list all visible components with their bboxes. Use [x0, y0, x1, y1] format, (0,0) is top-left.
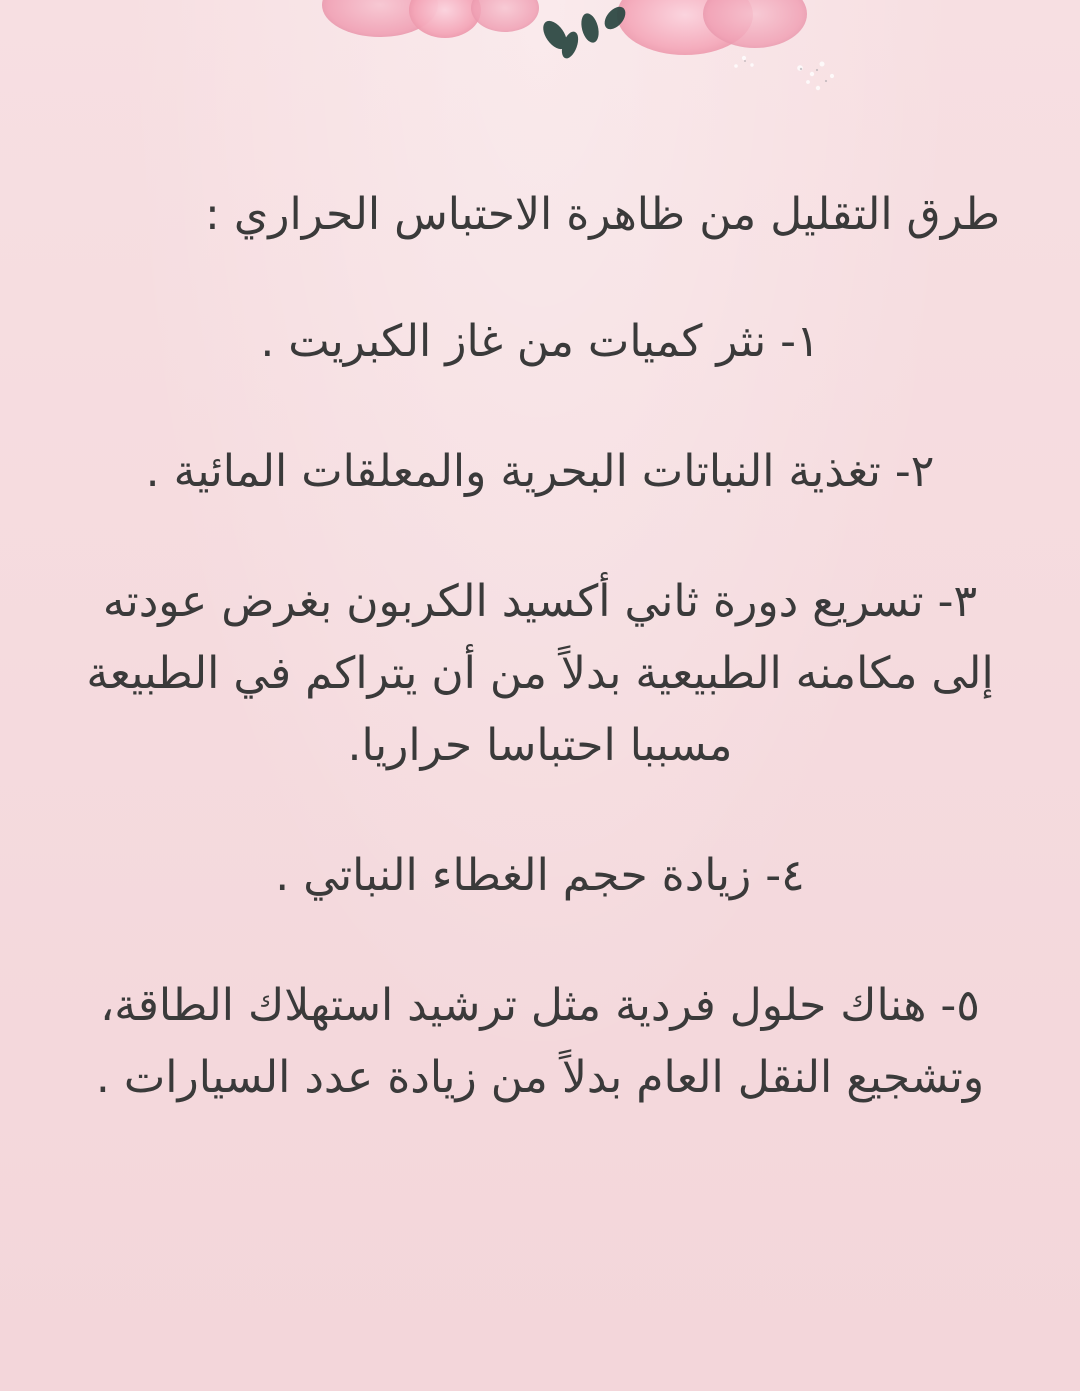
list-item: ١- نثر كميات من غاز الكبريت . [260, 316, 820, 367]
warming-reduction-document [70, 178, 1010, 1172]
floral-header-icon [300, 0, 860, 120]
list-item: ٢- تغذية النباتات البحرية والمعلقات المائية . [145, 446, 935, 497]
page-title: طرق التقليل من ظاهرة الاحتباس الحراري : [205, 189, 1000, 240]
list-item: ٣- تسريع دورة ثاني أكسيد الكربون بغرض عودته إلى مكامنه الطبيعية بدلاً من أن يتراكم في الطبيعة مسببا احتباسا حراريا. [86, 576, 994, 771]
list-item: ٥- هناك حلول فردية مثل ترشيد استهلاك الطاقة، وتشجيع النقل العام بدلاً من زيادة عدد السيارات . [95, 980, 985, 1103]
list-item: ٤- زيادة حجم الغطاء النباتي . [275, 850, 805, 901]
